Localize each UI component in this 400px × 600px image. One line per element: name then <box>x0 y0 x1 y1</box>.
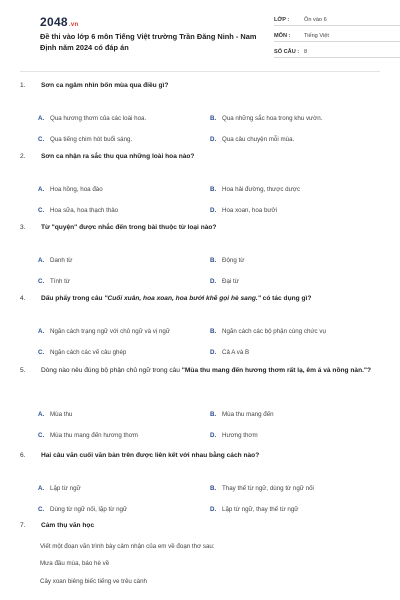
option-text: Hương thơm <box>222 432 258 439</box>
info-key: SỐ CÂU : <box>274 49 300 55</box>
option-letter: C. <box>38 432 45 439</box>
option-letter: C. <box>38 278 45 285</box>
option-letter: A. <box>38 328 45 335</box>
question-quote: "Mùa thu mang đến hương thơm rất lạ, êm á và nồng nàn."? <box>181 367 372 374</box>
option-a[interactable] <box>38 485 81 492</box>
option-b[interactable] <box>210 485 314 492</box>
option-text: Mùa thu <box>50 411 73 418</box>
question-number: 7. <box>20 522 26 529</box>
option-text: Qua tiếng chim hót buổi sáng. <box>50 136 133 143</box>
question-text <box>41 366 380 376</box>
option-text: Qua hương thơm của các loài hoa. <box>50 115 147 122</box>
question-text: Sơn ca nhận ra sắc thu qua những loài hoa nào? <box>41 153 195 160</box>
option-d[interactable] <box>210 278 239 285</box>
option-letter: D. <box>210 278 217 285</box>
option-b[interactable] <box>210 257 244 264</box>
question-text: Cảm thụ văn học <box>41 522 95 529</box>
question-text: Từ "quyện" được nhắc đến trong bài thuộc từ loại nào? <box>41 224 217 231</box>
question-2 <box>20 152 380 212</box>
logo-suffix: .vn <box>68 22 79 28</box>
info-value: 8 <box>304 49 308 55</box>
info-row-count <box>274 46 400 58</box>
question-6 <box>20 451 380 511</box>
option-b[interactable] <box>210 328 326 335</box>
option-c[interactable] <box>38 136 132 143</box>
question-5 <box>20 366 380 439</box>
question-text-pre: Dấu phẩy trong câu <box>41 295 105 302</box>
question-quote: "Cuối xuân, hoa xoan, hoa bưởi khẽ gọi hè sang." <box>104 295 261 302</box>
option-letter: C. <box>38 506 45 513</box>
option-letter: B. <box>210 328 217 335</box>
logo-main: 2048 <box>40 15 68 29</box>
question-number: 6. <box>20 452 26 459</box>
option-text: Qua những sắc hoa trong khu vườn. <box>222 115 323 122</box>
option-letter: B. <box>210 186 217 193</box>
option-text: Danh từ <box>50 257 73 264</box>
option-text: Tính từ <box>50 278 70 285</box>
question-number: 4. <box>20 295 26 302</box>
poem-line: Cây xoan biêng biếc tiếng ve trêu cành <box>40 578 147 585</box>
option-text: Mùa thu mang đến hương thơm <box>50 432 138 439</box>
site-logo[interactable] <box>40 15 78 29</box>
option-a[interactable] <box>38 257 72 264</box>
info-value: Ôn vào 6 <box>304 17 327 23</box>
option-a[interactable] <box>38 411 72 418</box>
info-key: MÔN : <box>274 33 291 39</box>
question-number: 1. <box>20 82 26 89</box>
option-letter: C. <box>38 207 45 214</box>
option-letter: A. <box>38 115 45 122</box>
option-text: Mùa thu mang đến <box>222 411 274 418</box>
option-text: Hoa xoan, hoa bưởi <box>222 207 277 214</box>
page-title: Đề thi vào lớp 6 môn Tiếng Việt trường Trần Đăng Ninh - Nam Định năm 2024 có đáp án <box>40 32 257 52</box>
header-divider <box>20 71 380 72</box>
question-text-post: có tác dụng gì? <box>260 295 312 302</box>
option-c[interactable] <box>38 349 126 356</box>
option-d[interactable] <box>210 506 298 513</box>
question-number: 5. <box>20 367 26 374</box>
option-text: Đại từ <box>222 278 239 285</box>
option-text: Cả A và B <box>222 349 250 356</box>
question-number: 3. <box>20 224 26 231</box>
option-letter: D. <box>210 506 217 513</box>
question-text: Hai câu văn cuối văn bản trên được liên kết với nhau bằng cách nào? <box>41 452 260 459</box>
option-a[interactable] <box>38 186 103 193</box>
option-text: Lặp từ ngữ <box>50 485 81 492</box>
option-text: Hoa sữa, hoa thạch thảo <box>50 207 119 214</box>
option-b[interactable] <box>210 411 274 418</box>
option-letter: D. <box>210 136 217 143</box>
option-c[interactable] <box>38 432 138 439</box>
info-key: LỚP : <box>274 17 290 23</box>
option-c[interactable] <box>38 207 118 214</box>
option-letter: D. <box>210 207 217 214</box>
question-7 <box>20 521 380 585</box>
option-letter: A. <box>38 411 45 418</box>
option-c[interactable] <box>38 278 70 285</box>
option-letter: C. <box>38 136 45 143</box>
option-text: Thay thế từ ngữ, dùng từ ngữ nối <box>222 485 314 492</box>
option-letter: A. <box>38 485 45 492</box>
option-c[interactable] <box>38 506 127 513</box>
option-text: Ngăn cách trạng ngữ với chủ ngữ và vị ngữ <box>50 328 171 335</box>
option-letter: D. <box>210 349 217 356</box>
question-4 <box>20 294 380 354</box>
option-text: Động từ <box>222 257 245 264</box>
question-3 <box>20 223 380 283</box>
option-text: Qua câu chuyện mỗi mùa. <box>222 136 295 143</box>
option-text: Lặp từ ngữ, thay thế từ ngữ <box>222 506 299 513</box>
option-letter: A. <box>38 186 45 193</box>
info-row-subject <box>274 30 400 42</box>
question-text-pre: Dòng nào nêu đúng bộ phận chủ ngữ trong câu <box>41 367 182 374</box>
poem-line: Mưa đầu mùa, báo hè về <box>40 560 110 567</box>
question-text <box>41 294 380 304</box>
option-text: Ngăn cách các vế câu ghép <box>50 349 127 356</box>
option-text: Hoa hải đường, thược dược <box>222 186 300 193</box>
option-b[interactable] <box>210 115 322 122</box>
info-row-class <box>274 14 400 26</box>
option-d[interactable] <box>210 207 277 214</box>
question-1 <box>20 81 380 141</box>
option-b[interactable] <box>210 186 300 193</box>
option-letter: B. <box>210 411 217 418</box>
option-a[interactable] <box>38 328 170 335</box>
info-box <box>274 14 400 62</box>
question-text: Sơn ca ngâm nhìn bốn mùa qua điều gì? <box>41 82 169 89</box>
option-d[interactable] <box>210 432 258 439</box>
option-d[interactable] <box>210 349 249 356</box>
option-letter: B. <box>210 485 217 492</box>
option-letter: C. <box>38 349 45 356</box>
option-letter: B. <box>210 115 217 122</box>
option-letter: B. <box>210 257 217 264</box>
prompt-line: Viết một đoạn văn trình bày cảm nhận của em về đoạn thơ sau: <box>40 543 215 550</box>
option-letter: A. <box>38 257 45 264</box>
question-number: 2. <box>20 153 26 160</box>
option-text: Ngăn cách các bộ phận cùng chức vụ <box>222 328 326 335</box>
option-text: Dùng từ ngữ nối, lặp từ ngữ <box>50 506 128 513</box>
option-letter: D. <box>210 432 217 439</box>
option-text: Hoa hồng, hoa đào <box>50 186 103 193</box>
option-d[interactable] <box>210 136 294 143</box>
header <box>20 0 380 66</box>
info-value: Tiếng Việt <box>304 33 329 39</box>
option-a[interactable] <box>38 115 146 122</box>
